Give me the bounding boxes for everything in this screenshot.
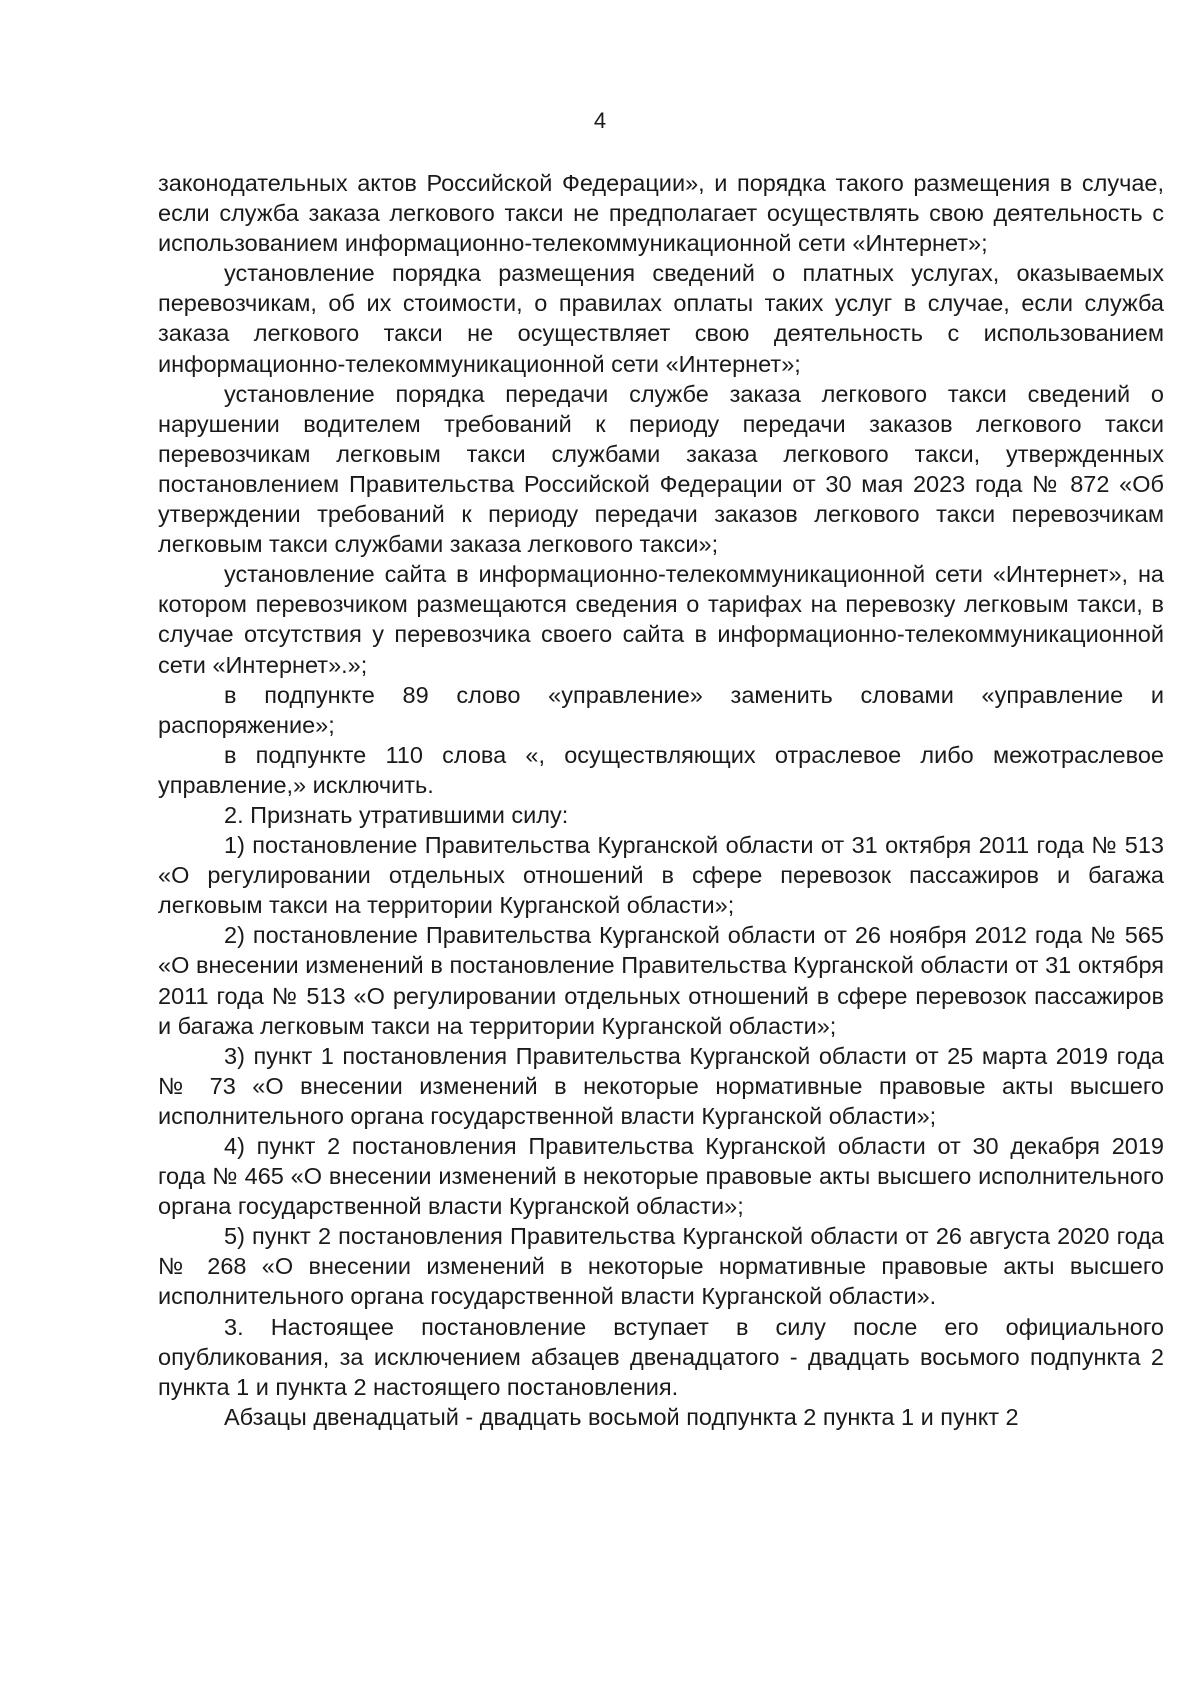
page-number: 4 — [593, 108, 607, 133]
paragraph: установление порядка размещения сведений о платных услугах, оказываемых перевозчикам, об их стоимости, о правилах оплаты таких услуг в случае, если служба заказа легкового такси не осуществляет свою деятельность с использованием информационно-телекоммуникационной сети «Интернет»; — [158, 260, 1164, 377]
paragraph: установление сайта в информационно-телекоммуникационной сети «Интернет», на котором перевозчиком размещаются сведения о тарифах на перевозку легковым такси, в случае отсутствия у перевозчика своего сайта в информационно-телекоммуникационной сети «Интернет».»; — [158, 561, 1164, 678]
list-item: 2) постановление Правительства Курганской области от 26 ноября 2012 года № 565 «О внесении изменений в постановление Правительства Курганской области от 31 октября 2011 года № 513 «О регулировании отдельных отношений в сфере перевозок пассажиров и багажа легковым такси на территории Курганской области»; — [158, 922, 1164, 1039]
list-item: 4) пункт 2 постановления Правительства Курганской области от 30 декабря 2019 года № 465 «О внесении изменений в некоторые правовые акты высшего исполнительного органа государственной власти Курганской области»; — [158, 1133, 1164, 1220]
paragraph: установление порядка передачи службе заказа легкового такси сведений о нарушении водителем требований к периоду передачи заказов легкового такси перевозчикам легковым такси службами заказа легкового такси, утвержденных постановлением Правительства Российской Федерации от 30 мая 2023 года № 872 «Об утверждении требований к периоду передачи заказов легкового такси перевозчикам легковым такси службами заказа легкового такси»; — [158, 380, 1164, 558]
paragraph-section-2: 2. Признать утратившими силу: — [224, 801, 569, 828]
list-item: 3) пункт 1 постановления Правительства Курганской области от 25 марта 2019 года № 73 «О внесении изменений в некоторые нормативные правовые акты высшего исполнительного органа государственной власти Курганской области»; — [158, 1042, 1164, 1129]
list-item: 5) пункт 2 постановления Правительства Курганской области от 26 августа 2020 года № 268 «О внесении изменений в некоторые нормативные правовые акты высшего исполнительного органа государственной власти Курганской области». — [158, 1223, 1164, 1310]
paragraph-section-3: 3. Настоящее постановление вступает в силу после его официального опубликования, за исключением абзацев двенадцатого - двадцать восьмого подпункта 2 пункта 1 и пункта 2 настоящего постановления. — [158, 1313, 1164, 1400]
paragraph: в подпункте 89 слово «управление» заменить словами «управление и распоряжение»; — [158, 681, 1164, 738]
paragraph-continuation: законодательных актов Российской Федерации», и порядка такого размещения в случае, если служба заказа легкового такси не предполагает осуществлять свою деятельность с использованием информационно-телекоммуникационной сети «Интернет»; — [158, 170, 1164, 257]
paragraph: в подпункте 110 слова «, осуществляющих отраслевое либо межотраслевое управление,» исключить. — [158, 741, 1164, 798]
list-item: 1) постановление Правительства Курганской области от 31 октября 2011 года № 513 «О регулировании отдельных отношений в сфере перевозок пассажиров и багажа легковым такси на территории Курганской области»; — [158, 832, 1164, 919]
paragraph: Абзацы двенадцатый - двадцать восьмой подпункта 2 пункта 1 и пункт 2 — [224, 1403, 1019, 1430]
document-body — [158, 168, 1164, 1432]
